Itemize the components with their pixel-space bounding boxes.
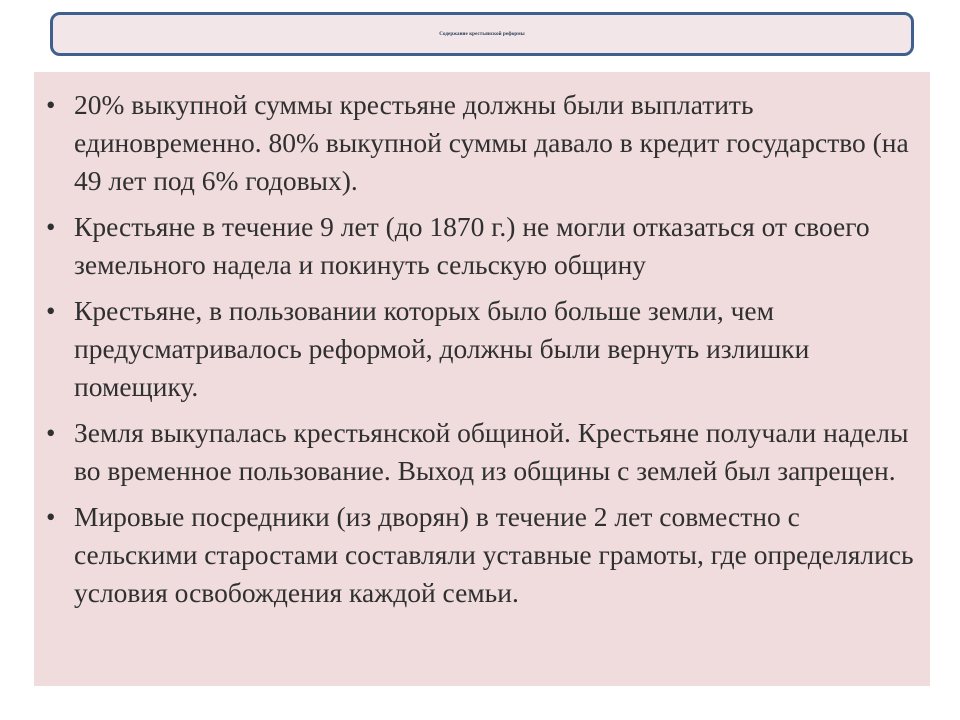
- list-item: [34, 208, 930, 284]
- bullet-icon: •: [46, 418, 56, 448]
- list-item: [34, 414, 930, 490]
- list-item: [34, 86, 930, 200]
- slide-title: Содержание крестьянской реформы: [439, 31, 525, 37]
- title-box: [50, 12, 914, 56]
- bullet-text: 20% выкупной суммы крестьяне должны были выплатить единовременно. 80% выкупной суммы давало в кредит государство (на 49 лет под 6% годовых).: [74, 89, 909, 196]
- bullet-text: Крестьяне в течение 9 лет (до 1870 г.) не могли отказаться от своего земельного надела и покинуть сельскую общину: [74, 211, 870, 280]
- bullet-icon: •: [46, 90, 56, 120]
- bullet-icon: •: [46, 212, 56, 242]
- list-item: [34, 292, 930, 406]
- bullet-text: Земля выкупалась крестьянской общиной. Крестьяне получали наделы во временное пользование. Выход из общины с землей был запрещен.: [74, 417, 909, 486]
- bullet-text: Мировые посредники (из дворян) в течение 2 лет совместно с сельскими старостами составляли уставные грамоты, где определялись условия освобождения каждой семьи.: [74, 501, 914, 608]
- bullet-icon: •: [46, 296, 56, 326]
- content-area: [34, 72, 930, 686]
- bullet-text: Крестьяне, в пользовании которых было больше земли, чем предусматривалось реформой, должны были вернуть излишки помещику.: [74, 295, 810, 402]
- bullet-list: [34, 86, 930, 620]
- list-item: [34, 498, 930, 612]
- bullet-icon: •: [46, 502, 56, 532]
